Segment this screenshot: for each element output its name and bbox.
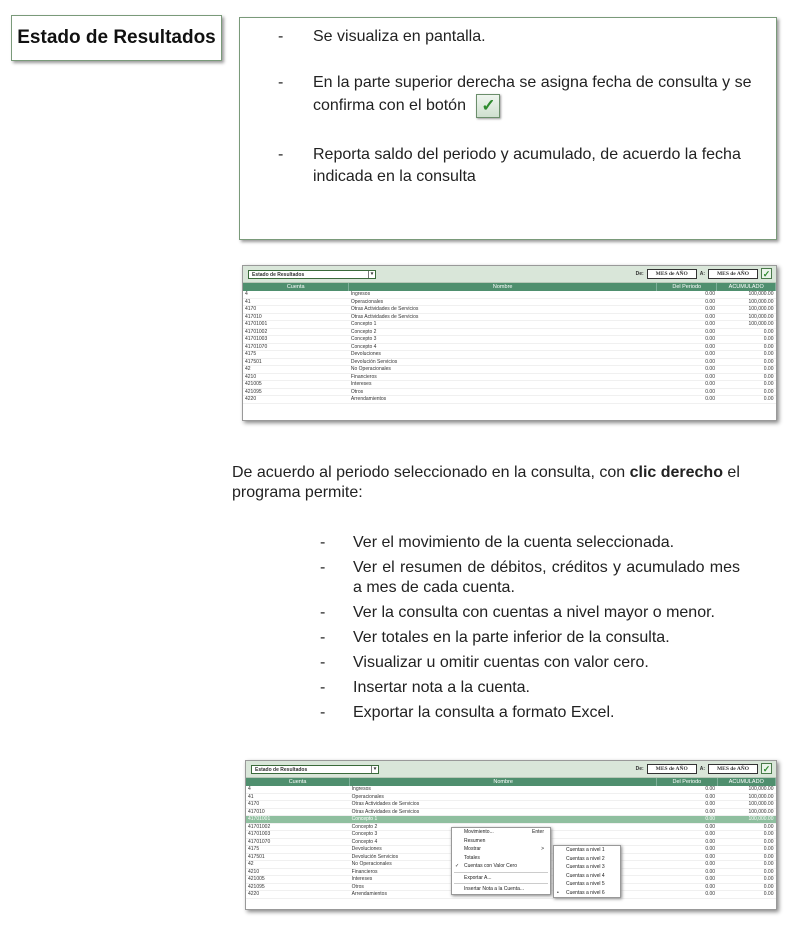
table-row[interactable] bbox=[246, 808, 776, 816]
report-toolbar bbox=[243, 266, 776, 283]
a-label: A: bbox=[699, 765, 705, 772]
table-row[interactable] bbox=[243, 373, 776, 381]
cell-nombre: Intereses bbox=[350, 876, 657, 884]
submenu-item[interactable] bbox=[554, 855, 620, 864]
cell-nombre: Financieros bbox=[349, 373, 657, 381]
table-row[interactable] bbox=[243, 388, 776, 396]
context-menu-item[interactable] bbox=[452, 828, 550, 837]
bullet-icon: • bbox=[557, 889, 559, 896]
cell-periodo: 0.00 bbox=[656, 321, 717, 329]
cell-periodo: 0.00 bbox=[657, 853, 717, 861]
cell-cuenta: 4175 bbox=[246, 846, 350, 854]
cell-cuenta: 417501 bbox=[246, 853, 350, 861]
cell-acumulado: 0.00 bbox=[717, 358, 776, 366]
cell-acumulado: 0.00 bbox=[717, 883, 775, 891]
cell-acumulado: 100,000.00 bbox=[717, 816, 775, 824]
cell-periodo: 0.00 bbox=[656, 306, 717, 314]
cell-periodo: 0.00 bbox=[657, 838, 717, 846]
bold-phrase: clic derecho bbox=[629, 464, 723, 481]
context-menu-item[interactable] bbox=[452, 837, 550, 846]
feature-item bbox=[320, 653, 740, 673]
cell-cuenta: 41 bbox=[243, 298, 349, 306]
description-paragraph: De acuerdo al periodo seleccionado en la consulta, con clic derecho el programa permite: bbox=[232, 464, 740, 501]
context-menu-item[interactable] bbox=[452, 885, 550, 894]
cell-nombre: Concepto 4 bbox=[350, 838, 657, 846]
bullet-dash: - bbox=[320, 704, 326, 721]
context-menu-item[interactable] bbox=[452, 854, 550, 863]
menu-shortcut: Enter bbox=[532, 829, 544, 835]
cell-periodo: 0.00 bbox=[657, 808, 717, 816]
cell-periodo: 0.00 bbox=[656, 388, 717, 396]
submenu-item-label: Cuentas a nivel 5 bbox=[566, 881, 605, 887]
cell-acumulado: 0.00 bbox=[717, 868, 775, 876]
cell-acumulado: 0.00 bbox=[717, 373, 776, 381]
bullet-text: En la parte superior derecha se asigna fecha de consulta y se confirma con el botón bbox=[313, 74, 752, 115]
table-row[interactable] bbox=[243, 358, 776, 366]
date-to-field[interactable]: MES de AÑO bbox=[708, 764, 758, 774]
cell-acumulado: 100,000.00 bbox=[717, 801, 775, 809]
cell-acumulado: 100,000.00 bbox=[717, 298, 776, 306]
table-row[interactable] bbox=[243, 321, 776, 329]
cell-acumulado: 0.00 bbox=[717, 891, 775, 899]
cell-cuenta: 4175 bbox=[243, 351, 349, 359]
menu-item-label: Exportar A... bbox=[464, 874, 492, 881]
table-row[interactable] bbox=[243, 298, 776, 306]
date-from-field[interactable]: MES de AÑO bbox=[647, 269, 697, 279]
context-submenu bbox=[553, 845, 621, 898]
cell-nombre: Otras Actividades de Servicios bbox=[349, 306, 657, 314]
menu-item-label: Cuentas con Valor Cero bbox=[464, 863, 517, 869]
bullet-dash: - bbox=[320, 559, 326, 576]
cell-cuenta: 41701001 bbox=[246, 816, 350, 824]
section-title-box bbox=[11, 15, 222, 61]
cell-cuenta: 421005 bbox=[243, 381, 349, 389]
cell-acumulado: 0.00 bbox=[717, 351, 776, 359]
cell-nombre: Otros bbox=[349, 388, 657, 396]
cell-cuenta: 4170 bbox=[243, 306, 349, 314]
table-row[interactable] bbox=[243, 343, 776, 351]
menu-item-label: Movimiento... bbox=[464, 829, 494, 835]
submenu-item-label: Cuentas a nivel 4 bbox=[566, 872, 605, 879]
menu-item-label: Mostrar bbox=[464, 846, 481, 852]
feature-text: Insertar nota a la cuenta. bbox=[353, 679, 530, 696]
menu-separator bbox=[454, 883, 548, 884]
col-header-cuenta[interactable]: Cuenta bbox=[243, 283, 349, 291]
cell-nombre: Concepto 2 bbox=[350, 823, 657, 831]
col-header-acumulado[interactable]: ACUMULADO bbox=[717, 778, 775, 786]
cell-periodo: 0.00 bbox=[657, 868, 717, 876]
cell-acumulado: 0.00 bbox=[717, 366, 776, 374]
cell-periodo: 0.00 bbox=[657, 816, 717, 824]
bullet-dash: - bbox=[320, 679, 326, 696]
menu-item-label: Insertar Nota a la Cuenta... bbox=[464, 886, 525, 892]
date-to-field[interactable]: MES de AÑO bbox=[708, 269, 758, 279]
cell-nombre: Devolución Servicios bbox=[349, 358, 657, 366]
info-box bbox=[239, 17, 777, 240]
cell-cuenta: 42 bbox=[246, 861, 350, 869]
col-header-nombre[interactable]: Nombre bbox=[349, 283, 657, 291]
cell-nombre: Operacionales bbox=[350, 793, 657, 801]
report-type-select[interactable]: Estado de Resultados ▾ bbox=[248, 270, 376, 279]
feature-text: Ver el movimiento de la cuenta seleccionada. bbox=[353, 534, 675, 551]
section-title: Estado de Resultados bbox=[17, 27, 216, 48]
cell-acumulado: 100,000.00 bbox=[717, 786, 775, 793]
cell-periodo: 0.00 bbox=[656, 351, 717, 359]
table-row[interactable] bbox=[243, 306, 776, 314]
bullet-dash: - bbox=[320, 654, 326, 671]
cell-nombre: Concepto 3 bbox=[350, 831, 657, 839]
col-header-nombre[interactable]: Nombre bbox=[350, 778, 657, 786]
cell-periodo: 0.00 bbox=[656, 313, 717, 321]
cell-acumulado: 100,000.00 bbox=[717, 306, 776, 314]
submenu-item[interactable] bbox=[554, 889, 620, 898]
cell-cuenta: 421005 bbox=[246, 876, 350, 884]
context-menu-item[interactable] bbox=[452, 874, 550, 883]
confirm-button[interactable] bbox=[761, 763, 772, 774]
table-row[interactable] bbox=[246, 801, 776, 809]
feature-text: Exportar la consulta a formato Excel. bbox=[353, 704, 615, 721]
context-menu-item[interactable] bbox=[452, 862, 550, 871]
cell-nombre: Otras Actividades de Servicios bbox=[350, 808, 657, 816]
submenu-item-label: Cuentas a nivel 1 bbox=[566, 847, 605, 853]
report-table bbox=[243, 283, 776, 404]
bullet-dash: - bbox=[320, 629, 326, 646]
cell-cuenta: 41701001 bbox=[243, 321, 349, 329]
cell-cuenta: 4 bbox=[243, 291, 349, 298]
table-row[interactable] bbox=[246, 816, 776, 824]
cell-nombre: Ingresos bbox=[349, 291, 657, 298]
cell-nombre: Concepto 2 bbox=[349, 328, 657, 336]
cell-cuenta: 41701070 bbox=[243, 343, 349, 351]
cell-periodo: 0.00 bbox=[657, 831, 717, 839]
context-menu bbox=[451, 827, 551, 895]
cell-cuenta: 421095 bbox=[243, 388, 349, 396]
menu-separator bbox=[454, 872, 548, 873]
cell-cuenta: 4210 bbox=[246, 868, 350, 876]
feature-item bbox=[320, 533, 740, 553]
cell-acumulado: 0.00 bbox=[717, 343, 776, 351]
cell-cuenta: 41701070 bbox=[246, 838, 350, 846]
cell-periodo: 0.00 bbox=[656, 396, 717, 404]
check-icon: ✓ bbox=[762, 269, 771, 279]
feature-text: Ver totales en la parte inferior de la consulta. bbox=[353, 629, 670, 646]
table-row[interactable] bbox=[243, 366, 776, 374]
feature-item bbox=[320, 558, 740, 598]
table-row[interactable] bbox=[243, 381, 776, 389]
cell-nombre: Arrendamientos bbox=[349, 396, 657, 404]
cell-periodo: 0.00 bbox=[656, 381, 717, 389]
cell-cuenta: 421095 bbox=[246, 883, 350, 891]
feature-text: Ver la consulta con cuentas a nivel mayor o menor. bbox=[353, 604, 715, 621]
cell-periodo: 0.00 bbox=[656, 366, 717, 374]
cell-periodo: 0.00 bbox=[657, 891, 717, 899]
cell-acumulado: 0.00 bbox=[717, 853, 775, 861]
cell-nombre: Otras Actividades de Servicios bbox=[349, 313, 657, 321]
cell-acumulado: 0.00 bbox=[717, 846, 775, 854]
date-range bbox=[636, 268, 772, 279]
cell-nombre: Devolución Servicios bbox=[350, 853, 657, 861]
cell-cuenta: 417010 bbox=[243, 313, 349, 321]
table-row[interactable] bbox=[243, 336, 776, 344]
cell-periodo: 0.00 bbox=[657, 823, 717, 831]
table-row[interactable] bbox=[246, 793, 776, 801]
cell-cuenta: 417501 bbox=[243, 358, 349, 366]
cell-cuenta: 4220 bbox=[243, 396, 349, 404]
cell-nombre: Operacionales bbox=[349, 298, 657, 306]
col-header-acumulado[interactable]: ACUMULADO bbox=[717, 283, 776, 291]
cell-cuenta: 41701003 bbox=[246, 831, 350, 839]
submenu-item[interactable] bbox=[554, 863, 620, 872]
cell-cuenta: 41 bbox=[246, 793, 350, 801]
table-row[interactable] bbox=[246, 786, 776, 793]
cell-periodo: 0.00 bbox=[656, 358, 717, 366]
info-bullet bbox=[278, 26, 766, 48]
cell-periodo: 0.00 bbox=[657, 786, 717, 793]
cell-nombre: No Operacionales bbox=[350, 861, 657, 869]
report-screenshot-context bbox=[245, 760, 777, 910]
cell-periodo: 0.00 bbox=[657, 883, 717, 891]
cell-cuenta: 4170 bbox=[246, 801, 350, 809]
cell-acumulado: 0.00 bbox=[717, 876, 775, 884]
cell-acumulado: 0.00 bbox=[717, 823, 775, 831]
bullet-dash: - bbox=[278, 28, 284, 45]
cell-nombre: Concepto 1 bbox=[349, 321, 657, 329]
cell-nombre: Concepto 3 bbox=[349, 336, 657, 344]
menu-item-label: Totales bbox=[464, 854, 480, 861]
report-screenshot bbox=[242, 265, 777, 421]
cell-nombre: Intereses bbox=[349, 381, 657, 389]
submenu-item[interactable] bbox=[554, 846, 620, 855]
menu-item-label: Resumen bbox=[464, 837, 486, 844]
submenu-item-label: Cuentas a nivel 2 bbox=[566, 855, 605, 862]
check-icon: ✓ bbox=[455, 863, 460, 869]
confirm-check-icon: ✓ bbox=[476, 94, 500, 118]
cell-acumulado: 0.00 bbox=[717, 838, 775, 846]
feature-item bbox=[320, 678, 740, 698]
cell-cuenta: 41701003 bbox=[243, 336, 349, 344]
cell-cuenta: 41701002 bbox=[243, 328, 349, 336]
cell-nombre: Otros bbox=[350, 883, 657, 891]
cell-nombre: Arrendamientos bbox=[350, 891, 657, 899]
feature-text: Ver el resumen de débitos, créditos y acumulado mes a mes de cada cuenta. bbox=[353, 559, 740, 596]
submenu-item-label: Cuentas a nivel 6 bbox=[566, 889, 605, 896]
cell-acumulado: 0.00 bbox=[717, 388, 776, 396]
cell-nombre: Concepto 1 bbox=[350, 816, 657, 824]
cell-periodo: 0.00 bbox=[656, 298, 717, 306]
cell-cuenta: 4220 bbox=[246, 891, 350, 899]
bullet-dash: - bbox=[320, 604, 326, 621]
date-from-field[interactable]: MES de AÑO bbox=[647, 764, 697, 774]
cell-nombre: Devoluciones bbox=[349, 351, 657, 359]
cell-acumulado: 0.00 bbox=[717, 328, 776, 336]
cell-acumulado: 100,000.00 bbox=[717, 808, 775, 816]
bullet-text: Reporta saldo del periodo y acumulado, de acuerdo la fecha indicada en la consulta bbox=[313, 146, 741, 185]
submenu-item[interactable] bbox=[554, 872, 620, 881]
cell-acumulado: 0.00 bbox=[717, 861, 775, 869]
cell-periodo: 0.00 bbox=[657, 861, 717, 869]
chevron-down-icon: ▾ bbox=[368, 271, 375, 278]
cell-periodo: 0.00 bbox=[656, 336, 717, 344]
date-range bbox=[636, 763, 772, 774]
cell-nombre: Financieros bbox=[350, 868, 657, 876]
feature-item bbox=[320, 603, 740, 623]
cell-periodo: 0.00 bbox=[656, 343, 717, 351]
col-header-periodo[interactable]: Del Periodo bbox=[656, 283, 717, 291]
de-label: De: bbox=[635, 270, 644, 277]
cell-acumulado: 0.00 bbox=[717, 831, 775, 839]
bullet-dash: - bbox=[320, 534, 326, 551]
cell-acumulado: 100,000.00 bbox=[717, 313, 776, 321]
cell-cuenta: 42 bbox=[243, 366, 349, 374]
info-bullet bbox=[278, 144, 766, 188]
feature-item bbox=[320, 703, 740, 723]
table-row[interactable] bbox=[243, 396, 776, 404]
table-row[interactable] bbox=[243, 328, 776, 336]
cell-periodo: 0.00 bbox=[656, 373, 717, 381]
bullet-dash: - bbox=[278, 146, 284, 163]
bullet-dash: - bbox=[278, 74, 284, 91]
cell-acumulado: 100,000.00 bbox=[717, 793, 775, 801]
confirm-button[interactable] bbox=[761, 268, 772, 279]
cell-cuenta: 41701002 bbox=[246, 823, 350, 831]
table-row[interactable] bbox=[243, 313, 776, 321]
report-type-select[interactable]: Estado de Resultados ▾ bbox=[251, 765, 379, 774]
check-icon: ✓ bbox=[762, 764, 771, 774]
a-label: A: bbox=[699, 270, 705, 277]
table-row[interactable] bbox=[243, 351, 776, 359]
cell-nombre: Devoluciones bbox=[350, 846, 657, 854]
cell-acumulado: 0.00 bbox=[717, 396, 776, 404]
table-row[interactable] bbox=[243, 291, 776, 298]
cell-periodo: 0.00 bbox=[656, 328, 717, 336]
feature-list bbox=[320, 533, 740, 728]
cell-periodo: 0.00 bbox=[657, 876, 717, 884]
cell-acumulado: 100,000.00 bbox=[717, 291, 776, 298]
cell-cuenta: 4210 bbox=[243, 373, 349, 381]
cell-acumulado: 0.00 bbox=[717, 336, 776, 344]
cell-periodo: 0.00 bbox=[656, 291, 717, 298]
cell-nombre: Otras Actividades de Servicios bbox=[350, 801, 657, 809]
report-toolbar bbox=[246, 761, 776, 778]
cell-periodo: 0.00 bbox=[657, 793, 717, 801]
context-menu-item[interactable] bbox=[452, 845, 550, 854]
feature-text: Visualizar u omitir cuentas con valor cero. bbox=[353, 654, 649, 671]
cell-periodo: 0.00 bbox=[657, 801, 717, 809]
chevron-right-icon: > bbox=[541, 846, 544, 852]
submenu-item[interactable] bbox=[554, 880, 620, 889]
cell-acumulado: 100,000.00 bbox=[717, 321, 776, 329]
cell-periodo: 0.00 bbox=[657, 846, 717, 854]
info-bullet bbox=[278, 72, 766, 118]
cell-cuenta: 417010 bbox=[246, 808, 350, 816]
bullet-text: Se visualiza en pantalla. bbox=[313, 28, 486, 45]
col-header-cuenta[interactable]: Cuenta bbox=[246, 778, 350, 786]
cell-nombre: No Operacionales bbox=[349, 366, 657, 374]
cell-nombre: Concepto 4 bbox=[349, 343, 657, 351]
de-label: De: bbox=[635, 765, 644, 772]
col-header-periodo[interactable]: Del Periodo bbox=[657, 778, 717, 786]
cell-acumulado: 0.00 bbox=[717, 381, 776, 389]
feature-item bbox=[320, 628, 740, 648]
cell-cuenta: 4 bbox=[246, 786, 350, 793]
cell-nombre: Ingresos bbox=[350, 786, 657, 793]
submenu-item-label: Cuentas a nivel 3 bbox=[566, 864, 605, 870]
chevron-down-icon: ▾ bbox=[371, 766, 378, 773]
